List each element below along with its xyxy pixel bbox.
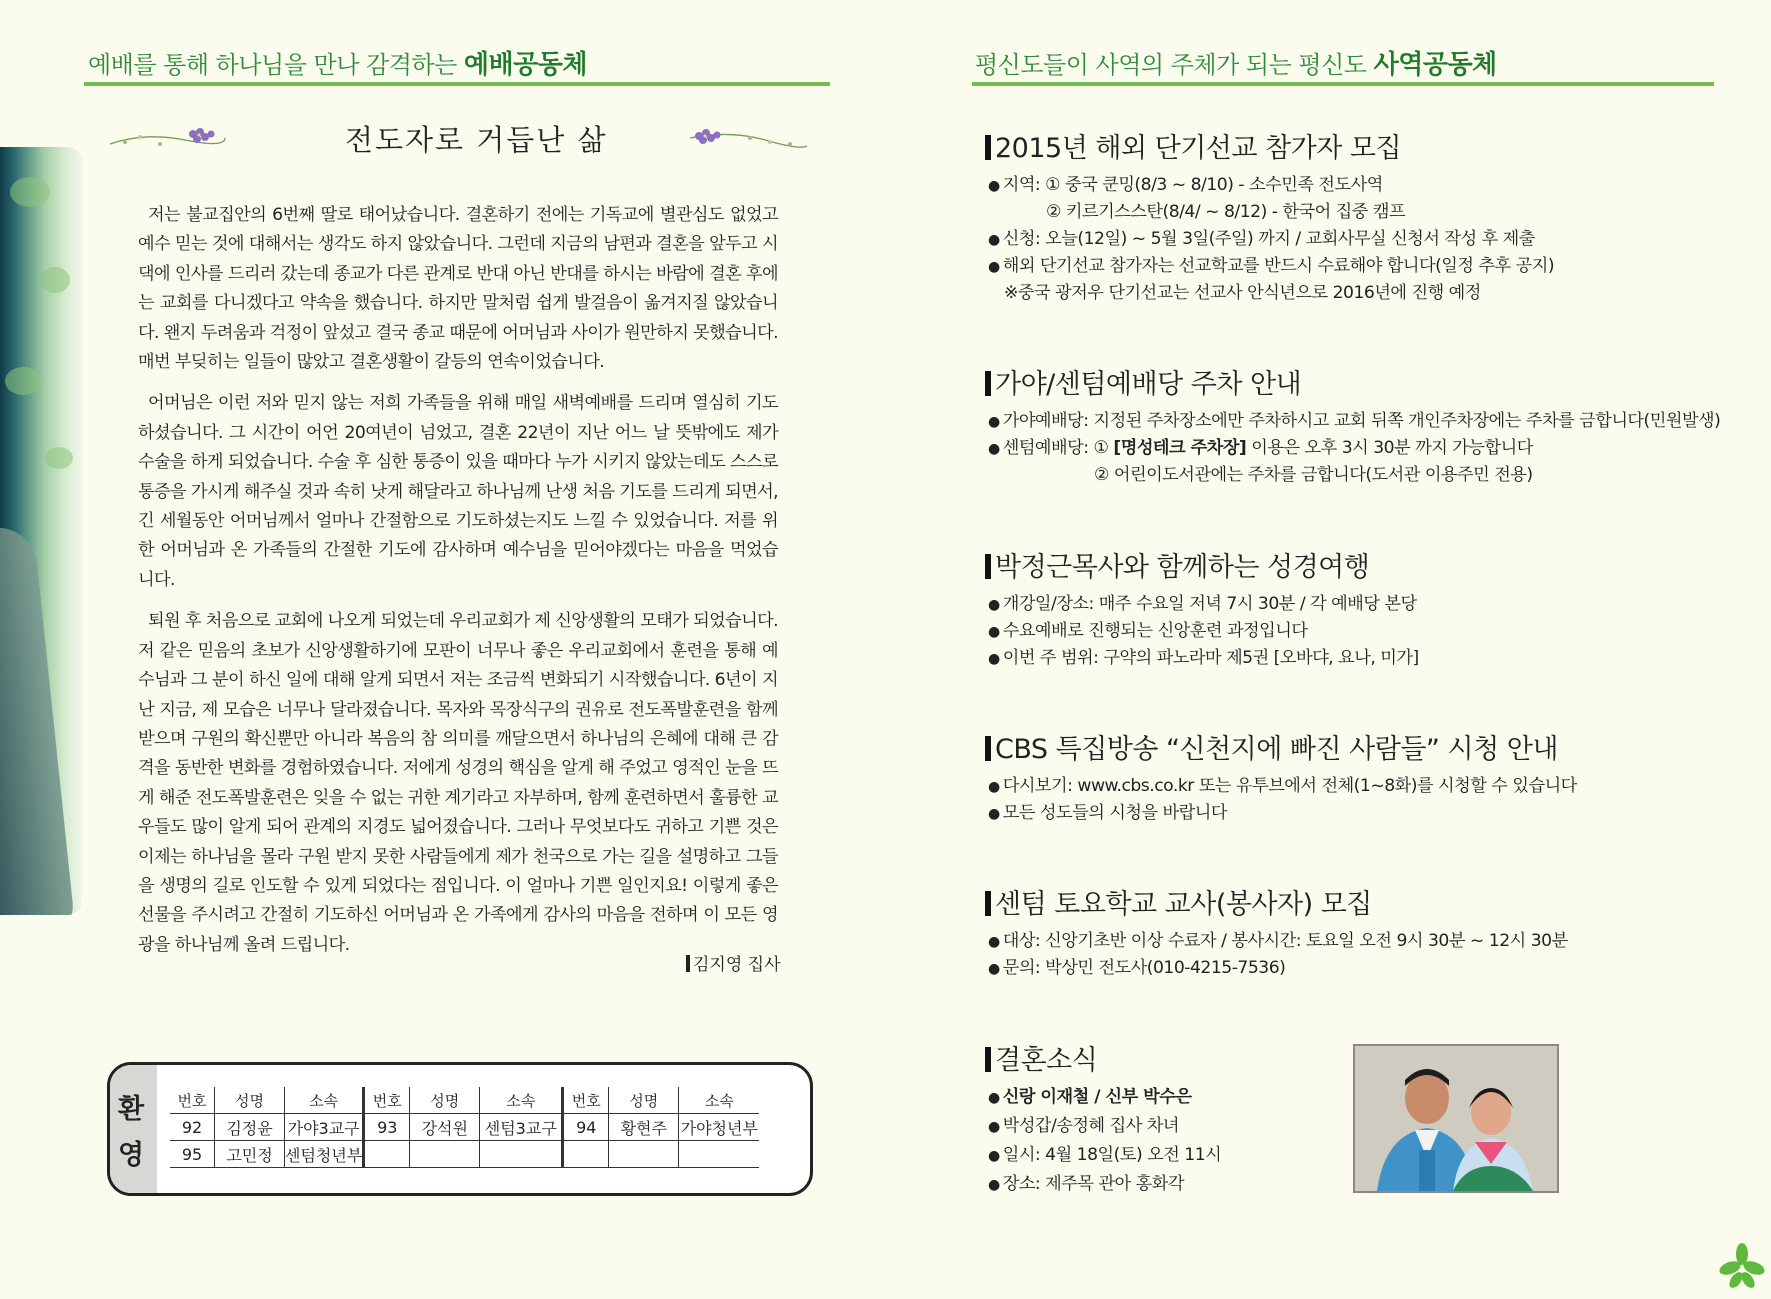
flower-ornament-right-icon — [685, 122, 810, 158]
couple-names: 신랑 이재철 / 신부 박수은 — [1002, 1087, 1192, 1107]
table-row — [170, 1141, 759, 1168]
article-title: 전도자로 거듭난 삶 — [345, 123, 608, 157]
notice-line-text: 일시: 4월 18일(토) 오전 11시 — [1002, 1145, 1222, 1165]
notice-title: CBS 특집방송 “신천지에 빠진 사람들” 시청 안내 — [985, 727, 1558, 766]
notice-title: 박정근목사와 함께하는 성경여행 — [985, 545, 1369, 584]
notice-line — [988, 1169, 1184, 1194]
table-cell: 강석원 — [410, 1114, 480, 1141]
table-cell: 센텀3교구 — [480, 1114, 563, 1141]
notice-title: 2015년 해외 단기선교 참가자 모집 — [985, 126, 1401, 165]
welcome-side-label — [110, 1065, 157, 1193]
bullet-icon: ● — [988, 934, 1000, 950]
bullet-icon: ● — [988, 806, 1000, 822]
bullet-icon: ● — [988, 779, 1000, 795]
left-heading-rule — [84, 82, 830, 86]
bullet-icon: ● — [988, 441, 1000, 457]
wedding-photo — [1353, 1044, 1559, 1193]
table-header: 번호 — [170, 1087, 215, 1114]
table-header: 소속 — [285, 1087, 364, 1114]
table-header: 번호 — [563, 1087, 609, 1114]
table-header: 번호 — [364, 1087, 410, 1114]
table-row — [170, 1114, 759, 1141]
left-heading-bold: 예배공동체 — [463, 50, 587, 80]
left-section-heading — [88, 44, 587, 81]
notice-line — [988, 251, 1554, 276]
notice-line-text: 다시보기: www.cbs.co.kr 또는 유투브에서 전체(1~8화)를 시청할 수 있습니다 — [1002, 776, 1577, 796]
notice-line-text: 수요예배로 진행되는 신앙훈련 과정입니다 — [1002, 621, 1308, 641]
table-cell — [679, 1141, 760, 1168]
notice-line — [1046, 197, 1405, 222]
table-cell: 가야청년부 — [679, 1114, 760, 1141]
welcome-label-char: 영 — [118, 1140, 145, 1171]
bullet-icon: ● — [988, 232, 1000, 248]
notice-line — [988, 1082, 1191, 1107]
notice-line-text: ② 어린이도서관에는 주차를 금합니다(도서관 이용주민 전용) — [1094, 465, 1533, 485]
article-author: 김지영 집사 — [686, 950, 781, 975]
notice-line — [988, 1111, 1179, 1136]
bullet-icon: ● — [988, 624, 1000, 640]
welcome-table — [170, 1087, 759, 1168]
table-cell: 가야3교구 — [285, 1114, 364, 1141]
notice-line — [1094, 460, 1533, 485]
table-cell — [563, 1141, 609, 1168]
notice-line — [988, 589, 1417, 614]
notice-line-text: 해외 단기선교 참가자는 선교학교를 반드시 수료해야 합니다(일정 추후 공지) — [1002, 256, 1555, 276]
notice-title: 결혼소식 — [985, 1038, 1097, 1077]
tree-photo — [0, 147, 82, 915]
notice-line — [1004, 278, 1481, 303]
notice-line — [988, 643, 1419, 668]
table-cell: 김정윤 — [215, 1114, 285, 1141]
bullet-icon: ● — [988, 1148, 1000, 1164]
notice-title: 가야/센텀예배당 주차 안내 — [985, 362, 1301, 401]
table-cell: 95 — [170, 1141, 215, 1168]
flower-ornament-left-icon — [105, 122, 230, 158]
parking-lot-name: [명성테크 주차장] — [1113, 438, 1247, 458]
bullet-icon: ● — [988, 414, 1000, 430]
bullet-icon: ● — [988, 651, 1000, 667]
table-cell: 94 — [563, 1114, 609, 1141]
notice-line-text: 모든 성도들의 시청을 바랍니다 — [1002, 803, 1227, 823]
notice-line — [988, 224, 1535, 249]
bullet-icon: ● — [988, 1119, 1000, 1135]
table-header: 성명 — [609, 1087, 679, 1114]
table-header-row — [170, 1087, 759, 1114]
bullet-icon: ● — [988, 178, 1000, 194]
notice-line-text: ② 키르기스스탄(8/4/ ~ 8/12) - 한국어 집중 캠프 — [1046, 202, 1406, 222]
notice-line-text: 가야예배당: 지정된 주차장소에만 주차하시고 교회 뒤쪽 개인주차장에는 주차를 금합니다(민원발생) — [1002, 411, 1721, 431]
welcome-box — [107, 1062, 813, 1196]
bullet-icon: ● — [988, 961, 1000, 977]
notice-line — [988, 616, 1307, 641]
notice-line — [988, 953, 1285, 978]
notice-line — [988, 926, 1568, 951]
bullet-icon: ● — [988, 597, 1000, 613]
table-cell — [410, 1141, 480, 1168]
notice-line — [988, 433, 1533, 458]
table-header: 소속 — [480, 1087, 563, 1114]
bullet-icon: ● — [988, 1090, 1000, 1106]
table-cell: 92 — [170, 1114, 215, 1141]
table-cell: 센텀청년부 — [285, 1141, 364, 1168]
notice-line — [988, 798, 1227, 823]
notice-line-text: ※중국 광저우 단기선교는 선교사 안식년으로 2016년에 진행 예정 — [1004, 283, 1481, 303]
table-cell: 황현주 — [609, 1114, 679, 1141]
bullet-icon: ● — [988, 1177, 1000, 1193]
article-body — [138, 201, 778, 972]
table-cell: 93 — [364, 1114, 410, 1141]
table-cell — [609, 1141, 679, 1168]
article-paragraph: 어머님은 이런 저와 믿지 않는 저희 가족들을 위해 매일 새벽예배를 드리며 열심히 기도하셨습니다. 그 시간이 어언 20여년이 넘었고, 결혼 22년이 지난 어느 날 뜻밖에도 제가 수술을 하게 되었습니다. 수술 후 심한 통증이 있을 때마다 누가 시키지 않았는데도 스스로 통증을 가시게 해주실 것과 속히 낫게 해달라고 하나님께 난생 처음 기도를 드리게 되면서, 긴 세월동안 어머님께서 얼마나 간절함으로 기도하셨는지도 느낄 수 있었습니다. 저를 위한 어머님과 온 가족들의 간절한 기도에 감사하며 예수님을 믿어야겠다는 마음을 먹었습니다. — [138, 393, 779, 590]
notice-line-text: 신청: 오늘(12일) ~ 5월 3일(주일) 까지 / 교회사무실 신청서 작성 후 제출 — [1002, 229, 1535, 249]
notice-line-text: 개강일/장소: 매주 수요일 저녁 7시 30분 / 각 예배당 본당 — [1002, 594, 1417, 614]
welcome-label-char: 환 — [118, 1094, 145, 1125]
notice-line-text: 지역: ① 중국 쿤밍(8/3 ~ 8/10) - 소수민족 전도사역 — [1002, 175, 1383, 195]
notice-line-text: 문의: 박상민 전도사(010-4215-7536) — [1002, 958, 1286, 978]
right-heading-rule — [972, 82, 1714, 86]
notice-line — [988, 406, 1720, 431]
right-section-heading — [975, 44, 1497, 81]
notice-line-text: 센텀예배당: ① — [1002, 438, 1114, 458]
notice-line-text: 장소: 제주목 관아 홍화각 — [1002, 1174, 1184, 1194]
article-paragraph: 퇴원 후 처음으로 교회에 나오게 되었는데 우리교회가 제 신앙생활의 모태가 되었습니다. 저 같은 믿음의 초보가 신앙생활하기에 모판이 너무나 좋은 우리교회에서 훈련을 통해 예수님과 그 분이 하신 일에 대해 알게 되면서 저는 조금씩 변화되기 시작했습니다. 6년이 지난 지금, 제 모습은 너무나 달라졌습니다. 목자와 목장식구의 권유로 전도폭발훈련을 함께 받으며 구원의 확신뿐만 아니라 복음의 참 의미를 깨달으면서 하나님의 은혜에 대해 큰 감격을 동반한 변화를 경험하였습니다. 저에게 성경의 핵심을 알게 해 주었고 영적인 눈을 뜨게 해준 전도폭발훈련은 잊을 수 없는 귀한 계기라고 자부하며, 함께 훈련하면서 훌륭한 교우들도 많이 알게 되어 관계의 지경도 넓어졌습니다. 그러나 무엇보다도 귀하고 기쁜 것은 이제는 하나님을 몰라 구원 받지 못한 사람들에게 제가 천국으로 가는 길을 설명하고 그들을 생명의 길로 인도할 수 있게 되었다는 점입니다. 이 얼마나 기쁜 일인지요! 이렇게 좋은 선물을 주시려고 간절히 기도하신 어머님과 온 가족에게 감사의 마음을 전하며 이 모든 영광을 하나님께 올려 드립니다. — [138, 611, 778, 955]
left-heading-text: 예배를 통해 하나님을 만나 감격하는 — [88, 51, 464, 79]
right-heading-bold: 사역공동체 — [1373, 50, 1497, 80]
article-paragraph: 저는 불교집안의 6번째 딸로 태어났습니다. 결혼하기 전에는 기독교에 별관심도 없었고 예수 믿는 것에 대해서는 생각도 하지 않았습니다. 그런데 지금의 남편과 결혼을 앞두고 시댁에 인사를 드리러 갔는데 종교가 다른 관계로 반대 아닌 반대를 하시는 바람에 결혼 후에는 교회를 다니겠다고 약속을 했습니다. 하지만 말처럼 쉽게 발걸음이 옮겨지질 않았습니다. 왠지 두려움과 걱정이 앞섰고 결국 종교 때문에 어머님과 사이가 원만하지 못했습니다. 매번 부딪히는 일들이 많았고 결혼생활이 갈등의 연속이었습니다. — [138, 205, 778, 373]
table-cell — [364, 1141, 410, 1168]
bullet-icon: ● — [988, 259, 1000, 275]
table-header: 소속 — [679, 1087, 760, 1114]
notice-line — [988, 170, 1383, 195]
notice-line — [988, 771, 1577, 796]
table-header: 성명 — [215, 1087, 285, 1114]
table-cell — [480, 1141, 563, 1168]
table-cell: 고민정 — [215, 1141, 285, 1168]
notice-title: 센텀 토요학교 교사(봉사자) 모집 — [985, 882, 1372, 921]
notice-line-text: 이번 주 범위: 구약의 파노라마 제5권 [오바댜, 요나, 미가] — [1002, 648, 1419, 668]
table-header: 성명 — [410, 1087, 480, 1114]
notice-line-text: 이용은 오후 3시 30분 까지 가능합니다 — [1246, 438, 1533, 458]
right-heading-text: 평신도들이 사역의 주체가 되는 평신도 — [975, 51, 1374, 79]
notice-line-text: 박성갑/송정혜 집사 차녀 — [1002, 1116, 1179, 1136]
notice-line — [988, 1140, 1221, 1165]
notice-line-text: 대상: 신앙기초반 이상 수료자 / 봉사시간: 토요일 오전 9시 30분 ~ 12시 30분 — [1002, 931, 1568, 951]
clover-leaf-icon — [1718, 1242, 1766, 1290]
